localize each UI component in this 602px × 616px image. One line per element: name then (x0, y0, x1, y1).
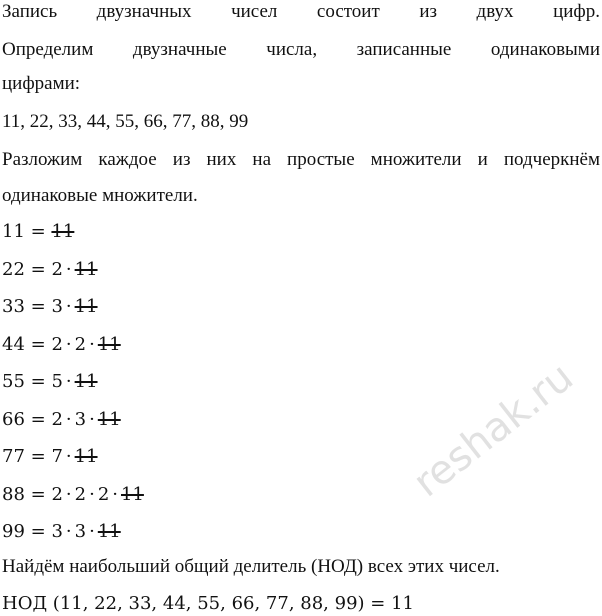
factorization-line (2, 370, 98, 394)
factorization-lhs: 77 = (2, 446, 52, 467)
prime-factor: 2 (51, 333, 63, 355)
factorization-lhs: 33 = (2, 296, 52, 317)
numbers-list: 11, 22, 33, 44, 55, 66, 77, 88, 99 (2, 111, 249, 132)
intro-paragraph-line-2: Определим двузначные числа, записанные одинаковыми (2, 39, 600, 60)
multiply-dot: · (89, 521, 95, 542)
prime-factor: 2 (51, 408, 63, 430)
prime-factor: 5 (51, 371, 63, 392)
factorization-line (2, 483, 144, 507)
common-factor: 11 (74, 296, 98, 317)
intro-paragraph-line-1: Запись двузначных чисел состоит из двух цифр. (2, 1, 600, 22)
factorization-line (2, 333, 121, 357)
multiply-dot: · (112, 483, 118, 505)
intro-paragraph-line-3: цифрами: (2, 73, 81, 94)
common-factor: 11 (74, 258, 98, 280)
factorization-lhs: 66 = (2, 408, 52, 430)
watermark-logo: reshak.ru (405, 353, 582, 507)
prime-factor: 2 (74, 483, 87, 505)
common-factor: 11 (97, 521, 121, 542)
prime-factor: 2 (51, 483, 63, 505)
common-factor: 11 (74, 446, 98, 467)
factor-paragraph-line-2: одинаковые множители. (2, 185, 198, 206)
common-factor: 11 (121, 483, 144, 505)
factorization-line (2, 295, 98, 319)
multiply-dot: · (65, 333, 72, 355)
factor-paragraph-line-1: Разложим каждое из них на простые множители и подчеркнём (2, 149, 600, 170)
factorization-line (2, 408, 121, 432)
multiply-dot: · (65, 296, 72, 317)
prime-factor: 7 (51, 446, 63, 467)
prime-factor: 3 (51, 296, 63, 317)
multiply-dot: · (89, 333, 95, 355)
factorization-lhs: 22 = (2, 258, 52, 280)
factorization-lhs: 44 = (2, 333, 52, 355)
multiply-dot: · (65, 371, 72, 392)
multiply-dot: · (89, 408, 95, 430)
common-factor: 11 (74, 371, 98, 392)
common-factor: 11 (51, 221, 75, 242)
prime-factor: 2 (97, 483, 110, 505)
factorization-line (2, 220, 74, 244)
prime-factor: 3 (51, 521, 63, 542)
prime-factor: 3 (74, 521, 87, 542)
gcd-paragraph: Найдём наибольший общий делитель (НОД) всех этих чисел. (2, 556, 500, 577)
multiply-dot: · (65, 483, 72, 505)
factorization-line (2, 258, 98, 282)
multiply-dot: · (65, 521, 72, 542)
factorization-lhs: 99 = (2, 521, 52, 542)
common-factor: 11 (97, 333, 121, 355)
factorization-lhs: 11 = (2, 221, 52, 242)
multiply-dot: · (65, 258, 72, 280)
multiply-dot: · (89, 483, 95, 505)
prime-factor: 3 (74, 408, 87, 430)
multiply-dot: · (65, 446, 72, 467)
multiply-dot: · (65, 408, 72, 430)
factorization-line (2, 520, 121, 544)
prime-factor: 2 (51, 258, 63, 280)
prime-factor: 2 (74, 333, 87, 355)
factorization-line (2, 445, 98, 469)
gcd-result: НОД (11, 22, 33, 44, 55, 66, 77, 88, 99) = 11 (2, 593, 414, 614)
factorization-lhs: 88 = (2, 483, 52, 505)
factorization-lhs: 55 = (2, 371, 52, 392)
common-factor: 11 (97, 408, 121, 430)
